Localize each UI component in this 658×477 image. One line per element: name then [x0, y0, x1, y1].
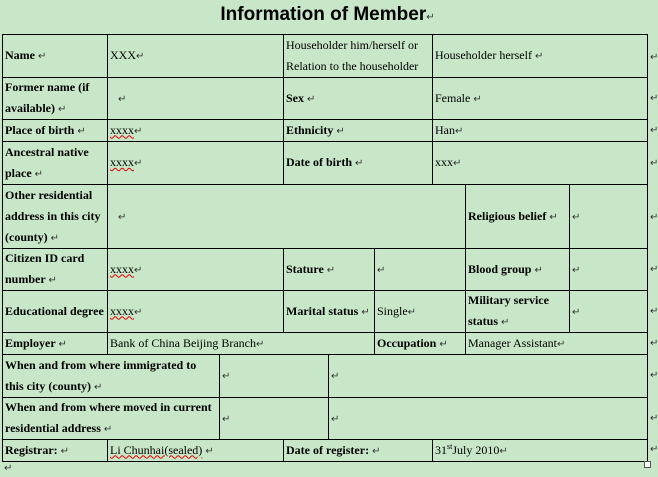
member-info-table [2, 34, 648, 462]
name-value[interactable]: XXX↵ [110, 48, 145, 62]
row-end-mark: ↵ [650, 444, 658, 455]
registrar-label: Registrar: ↵ [5, 442, 70, 457]
marital-status-value[interactable]: Single↵ [377, 303, 417, 318]
stature-value[interactable]: ↵ [377, 264, 386, 276]
ethnicity-label: Ethnicity ↵ [286, 122, 345, 137]
occupation-label: Occupation ↵ [377, 335, 448, 350]
employer-value[interactable]: Bank of China Beijing Branch↵ [110, 335, 265, 350]
moved-in-where-value[interactable]: ↵ [331, 413, 340, 425]
ethnicity-value[interactable]: Han↵ [435, 122, 464, 137]
ancestral-place-label: Ancestral native place ↵ [5, 144, 89, 180]
education-value[interactable]: xxxx↵ [110, 303, 143, 318]
military-service-value[interactable]: ↵ [572, 306, 581, 318]
moved-in-label: When and from where moved in current residential address ↵ [5, 400, 212, 435]
place-of-birth-label: Place of birth ↵ [5, 122, 86, 137]
citizen-id-label: Citizen ID card number ↵ [5, 251, 85, 286]
register-date-label: Date of register: ↵ [286, 442, 381, 457]
row-end-mark: ↵ [650, 338, 658, 349]
row-end-mark: ↵ [650, 158, 658, 169]
row-end-mark: ↵ [650, 52, 658, 63]
row-end-mark: ↵ [650, 264, 658, 275]
marital-status-label: Marital status ↵ [286, 303, 370, 318]
register-date-value[interactable]: 31stJuly 2010↵ [435, 441, 508, 457]
date-of-birth-label: Date of birth ↵ [286, 155, 364, 169]
document-title [0, 2, 655, 30]
registrar-value[interactable]: Li Chunhai(sealed) ↵ [110, 442, 214, 457]
row-end-mark: ↵ [650, 93, 658, 104]
relation-value[interactable]: Householder herself ↵ [435, 48, 544, 62]
row-end-mark: ↵ [650, 125, 658, 136]
sex-label: Sex ↵ [286, 90, 316, 105]
title-text: Information of Member [220, 4, 427, 25]
name-label: Name ↵ [5, 48, 47, 62]
military-service-label: Military service status ↵ [468, 293, 549, 328]
blood-group-label: Blood group ↵ [468, 261, 543, 276]
ancestral-place-value[interactable]: xxxx↵ [110, 155, 143, 169]
former-name-label: Former name (if available) ↵ [5, 80, 90, 115]
immigrated-label: When and from where immigrated to this city (county) ↵ [5, 357, 197, 393]
stature-label: Stature ↵ [286, 261, 336, 276]
education-label: Educational degree [5, 304, 104, 318]
row-end-mark: ↵ [650, 370, 658, 381]
paragraph-mark: ↵ [426, 12, 435, 23]
religious-belief-value[interactable]: ↵ [572, 211, 581, 223]
immigrated-where-value[interactable]: ↵ [331, 371, 340, 382]
table-resize-handle[interactable] [644, 461, 651, 468]
paragraph-mark: ↵ [4, 463, 13, 474]
blood-group-value[interactable]: ↵ [572, 264, 581, 276]
date-of-birth-value[interactable]: xxx↵ [435, 155, 462, 169]
employer-label: Employer ↵ [5, 335, 67, 350]
immigrated-when-value[interactable]: ↵ [222, 371, 231, 382]
moved-in-when-value[interactable]: ↵ [222, 413, 231, 425]
row-end-mark: ↵ [650, 413, 658, 424]
religious-belief-label: Religious belief ↵ [468, 208, 558, 223]
relation-label: Householder him/herself or Relation to the householder [286, 38, 419, 73]
row-end-mark: ↵ [650, 306, 658, 317]
citizen-id-value[interactable]: xxxx↵ [110, 261, 143, 276]
other-address-label: Other residential address in this city (county) ↵ [5, 187, 101, 244]
occupation-value[interactable]: Manager Assistant↵ [468, 335, 566, 350]
sex-value[interactable]: Female ↵ [435, 90, 482, 105]
other-address-value[interactable]: ↵ [118, 211, 127, 223]
place-of-birth-value[interactable]: xxxx↵ [110, 122, 143, 137]
row-end-mark: ↵ [650, 212, 658, 223]
former-name-value[interactable]: ↵ [118, 93, 127, 105]
